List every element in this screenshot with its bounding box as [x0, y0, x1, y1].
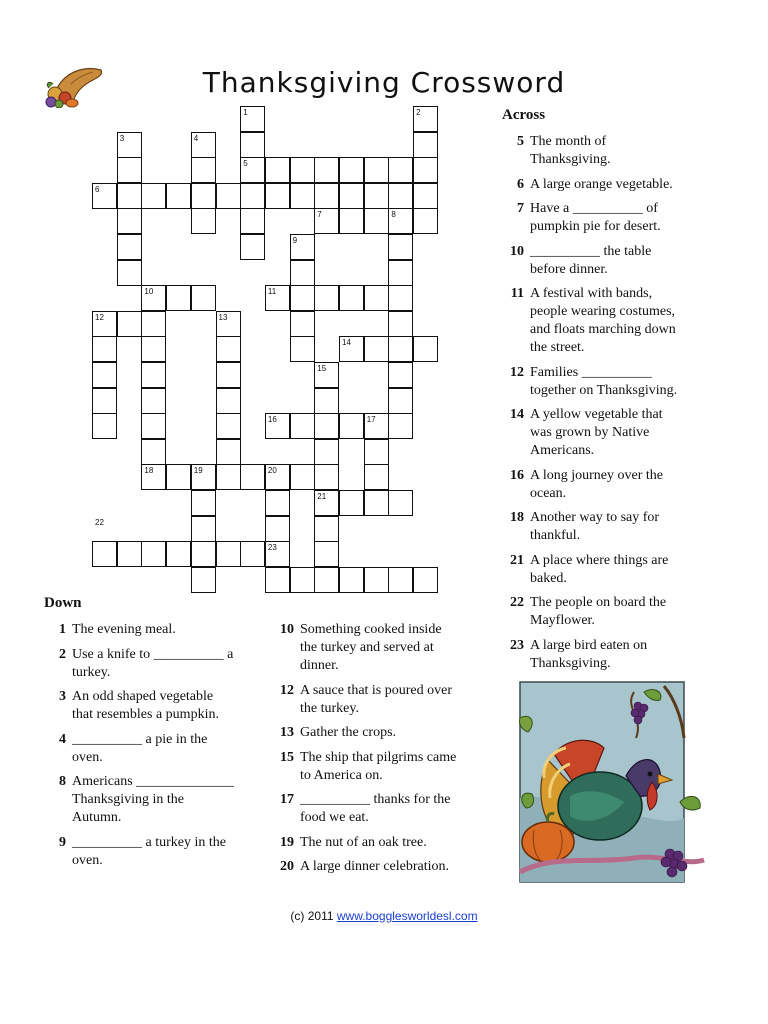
- clue-text: [530, 406, 663, 460]
- clue-text: [300, 858, 449, 876]
- grid-clue-number: 3: [119, 133, 125, 143]
- grid-cell[interactable]: [388, 183, 413, 209]
- clue-line: Another way to say for: [530, 510, 660, 525]
- down-clue-15: [270, 749, 500, 785]
- grid-cell[interactable]: [364, 157, 389, 183]
- grid-cell[interactable]: [166, 285, 191, 311]
- grid-cell[interactable]: [364, 464, 389, 490]
- grid-cell[interactable]: [388, 234, 413, 260]
- clue-number: 13: [280, 725, 294, 740]
- clue-number: 7: [517, 201, 524, 216]
- grid-cell[interactable]: [216, 413, 241, 439]
- grid-cell[interactable]: [240, 464, 265, 490]
- grid-cell[interactable]: [117, 208, 142, 234]
- clue-line: Thanksgiving.: [530, 655, 611, 671]
- grid-clue-number: 20: [267, 466, 277, 476]
- grid-cell[interactable]: [413, 336, 438, 362]
- clue-line: A long journey over the: [530, 467, 663, 483]
- grid-cell[interactable]: [388, 413, 413, 439]
- down-clue-10: [270, 621, 500, 675]
- clue-line: A sauce that is poured over: [300, 682, 453, 698]
- grid-cell[interactable]: [265, 516, 290, 542]
- down-clue-3: [42, 688, 272, 724]
- grid-cell[interactable]: [117, 157, 142, 183]
- clue-line: A festival with bands,: [530, 286, 653, 301]
- grid-cell[interactable]: [240, 132, 265, 158]
- down-clue-2: [42, 646, 272, 682]
- grid-cell[interactable]: [166, 464, 191, 490]
- grid-cell[interactable]: [141, 388, 166, 414]
- clue-number: 5: [517, 134, 524, 149]
- grid-cell[interactable]: [314, 464, 339, 490]
- clue-text: [72, 646, 233, 682]
- grid-clue-number: 17: [366, 415, 376, 425]
- clue-line: Use a knife to __________ a: [72, 646, 234, 662]
- down-clue-9: [42, 834, 272, 870]
- clue-number: 18: [510, 510, 524, 525]
- clue-line: Autumn.: [72, 810, 122, 825]
- grid-cell[interactable]: [117, 541, 142, 567]
- grid-cell[interactable]: [388, 311, 413, 337]
- clue-text: [300, 791, 450, 827]
- grid-clue-number: 2: [416, 108, 421, 117]
- across-clue-22: [500, 594, 730, 630]
- grid-cell[interactable]: [216, 541, 241, 567]
- grid-cell[interactable]: [117, 260, 142, 286]
- grid-cell[interactable]: [117, 311, 142, 337]
- across-heading: Across: [502, 107, 546, 123]
- down-clue-12: [270, 682, 500, 718]
- down-clue-4: [42, 731, 272, 767]
- clue-line: A large orange vegetable.: [530, 176, 673, 192]
- clue-number: 12: [510, 364, 524, 380]
- grid-cell[interactable]: [388, 490, 413, 516]
- clue-text: [72, 688, 219, 724]
- grid-clue-number: 18: [144, 466, 154, 476]
- grid-cell[interactable]: [388, 567, 413, 593]
- grid-cell[interactable]: [314, 183, 339, 209]
- grid-cell[interactable]: [290, 464, 315, 490]
- grid-cell[interactable]: [290, 336, 315, 362]
- clue-number: 19: [280, 834, 294, 850]
- grid-cell[interactable]: [265, 157, 290, 183]
- grid-clue-number: 10: [144, 287, 154, 297]
- down-clue-19: [270, 834, 500, 852]
- clue-line: pumpkin pie for desert.: [530, 219, 661, 234]
- grid-cell[interactable]: [191, 285, 216, 311]
- across-clue-6: [500, 176, 730, 194]
- grid-cell[interactable]: [388, 362, 413, 388]
- clue-text: [72, 621, 176, 639]
- grid-cell[interactable]: [240, 541, 265, 567]
- clue-line: A large dinner celebration.: [300, 859, 450, 874]
- copyright-footer: [0, 909, 768, 923]
- grid-cell[interactable]: [364, 183, 389, 209]
- clue-line: The evening meal.: [72, 622, 176, 637]
- clue-line: turkey.: [72, 664, 111, 680]
- grid-cell[interactable]: [92, 362, 117, 388]
- grid-cell[interactable]: [364, 285, 389, 311]
- grid-cell[interactable]: [141, 183, 166, 209]
- grid-cell[interactable]: [191, 516, 216, 542]
- across-clue-12: [500, 364, 730, 400]
- clue-text: [300, 834, 427, 852]
- grid-cell[interactable]: [413, 567, 438, 593]
- grid-cell[interactable]: [92, 541, 117, 567]
- clue-line: before dinner.: [530, 261, 608, 277]
- copyright-text: (c) 2011: [290, 909, 334, 923]
- grid-cell[interactable]: [339, 285, 364, 311]
- grid-cell[interactable]: [290, 157, 315, 183]
- clue-line: the turkey.: [300, 700, 359, 716]
- grid-cell[interactable]: [290, 183, 315, 209]
- clue-line: the street.: [530, 340, 585, 355]
- clue-line: A yellow vegetable that: [530, 407, 663, 422]
- grid-cell[interactable]: [364, 336, 389, 362]
- clue-line: to America on.: [300, 767, 383, 783]
- clue-number: 23: [510, 637, 524, 653]
- clue-line: Mayflower.: [530, 613, 595, 628]
- grid-clue-number: 19: [193, 466, 203, 476]
- clue-number: 10: [280, 622, 294, 637]
- across-clue-11: [500, 285, 730, 357]
- clue-text: [300, 682, 452, 718]
- grid-cell[interactable]: [314, 388, 339, 414]
- grid-cell[interactable]: [191, 541, 216, 567]
- clue-line: __________ a pie in the: [72, 731, 208, 747]
- grid-clue-number: 22: [95, 517, 104, 527]
- grid-cell[interactable]: [314, 567, 339, 593]
- clue-number: 20: [280, 859, 294, 874]
- clue-line: A place where things are: [530, 552, 669, 568]
- grid-clue-number: 6: [95, 184, 100, 194]
- clue-text: [72, 731, 207, 767]
- grid-cell[interactable]: [413, 183, 438, 209]
- grid-cell[interactable]: [265, 183, 290, 209]
- grid-cell[interactable]: [141, 541, 166, 567]
- clue-number: 16: [510, 467, 524, 483]
- grid-cell[interactable]: [314, 157, 339, 183]
- clue-number: 10: [510, 243, 524, 259]
- clue-line: Something cooked inside: [300, 622, 442, 637]
- clue-line: the turkey and served at: [300, 640, 434, 655]
- down-clue-8: [42, 773, 272, 827]
- grid-cell[interactable]: [290, 285, 315, 311]
- grid-clue-number: 1: [243, 108, 248, 117]
- grid-cell[interactable]: [339, 208, 364, 234]
- grid-cell[interactable]: [314, 516, 339, 542]
- clue-line: baked.: [530, 570, 567, 586]
- grid-cell[interactable]: [290, 413, 315, 439]
- clue-text: [530, 509, 659, 545]
- clue-line: and floats marching down: [530, 322, 676, 337]
- clue-number: 14: [510, 407, 524, 422]
- clue-line: that resembles a pumpkin.: [72, 707, 219, 722]
- grid-clue-number: 12: [95, 312, 104, 322]
- grid-cell[interactable]: [216, 388, 241, 414]
- grid-cell[interactable]: [216, 439, 241, 465]
- grid-cell[interactable]: [314, 439, 339, 465]
- grid-cell[interactable]: [117, 234, 142, 260]
- across-clue-7: [500, 200, 730, 236]
- grid-clue-number: 21: [317, 492, 327, 501]
- grid-cell[interactable]: [265, 567, 290, 593]
- grid-cell[interactable]: [216, 183, 241, 209]
- across-clue-5: [500, 133, 730, 169]
- grid-cell[interactable]: [339, 567, 364, 593]
- across-clue-23: [500, 637, 730, 673]
- clue-line: Thanksgiving in the: [72, 792, 184, 807]
- clue-text: [530, 364, 677, 400]
- grid-clue-number: 9: [292, 236, 298, 245]
- grid-cell[interactable]: [92, 413, 117, 439]
- clue-text: [530, 243, 651, 279]
- clue-number: 12: [280, 682, 294, 698]
- grid-cell[interactable]: [240, 208, 265, 234]
- grid-cell[interactable]: [141, 311, 166, 337]
- grid-cell[interactable]: [191, 157, 216, 183]
- down-clue-20: [270, 858, 500, 876]
- clue-line: The people on board the: [530, 595, 667, 610]
- clue-number: 22: [510, 595, 524, 610]
- clue-number: 9: [59, 834, 66, 850]
- website-link[interactable]: www.bogglesworldesl.com: [336, 909, 478, 923]
- clue-number: 6: [517, 176, 524, 192]
- clue-line: oven.: [72, 852, 103, 868]
- turkey-illustration: [514, 678, 714, 896]
- clue-line: An odd shaped vegetable: [72, 689, 214, 704]
- clue-number: 11: [510, 286, 524, 301]
- clue-number: 21: [510, 552, 524, 568]
- clue-line: oven.: [72, 749, 103, 765]
- clue-line: A large bird eaten on: [530, 637, 648, 653]
- clue-text: [530, 467, 663, 503]
- across-clue-14: [500, 406, 730, 460]
- clue-text: [530, 552, 668, 588]
- clue-line: Americans ______________: [72, 774, 235, 789]
- grid-cell[interactable]: [216, 336, 241, 362]
- grid-cell[interactable]: [413, 208, 438, 234]
- clue-text: [72, 773, 234, 827]
- grid-clue-number: 8: [391, 210, 396, 220]
- grid-clue-number: 4: [193, 133, 199, 143]
- grid-cell[interactable]: [166, 541, 191, 567]
- grid-cell[interactable]: [388, 260, 413, 286]
- grid-cell[interactable]: [141, 439, 166, 465]
- grid-cell[interactable]: [413, 132, 438, 158]
- clue-text: [530, 637, 647, 673]
- grid-clue-number: 14: [342, 338, 351, 348]
- grid-cell[interactable]: [364, 490, 389, 516]
- grid-cell[interactable]: [141, 413, 166, 439]
- grid-cell[interactable]: [339, 157, 364, 183]
- grid-cell[interactable]: [191, 567, 216, 593]
- grid-cell[interactable]: [92, 336, 117, 362]
- grid-cell[interactable]: [388, 388, 413, 414]
- across-clue-21: [500, 552, 730, 588]
- grid-cell[interactable]: [314, 285, 339, 311]
- clue-line: dinner.: [300, 658, 339, 673]
- clue-line: ocean.: [530, 485, 567, 501]
- grid-cell[interactable]: [92, 388, 117, 414]
- grid-clue-number: 11: [267, 287, 277, 297]
- grid-cell[interactable]: [141, 362, 166, 388]
- grid-cell[interactable]: [388, 157, 413, 183]
- clue-line: __________ the table: [530, 243, 652, 259]
- grid-cell[interactable]: [364, 439, 389, 465]
- clue-number: 15: [280, 749, 294, 765]
- clue-line: The nut of an oak tree.: [300, 834, 427, 850]
- clue-line: Thanksgiving.: [530, 152, 611, 167]
- grid-cell[interactable]: [290, 311, 315, 337]
- grid-cell[interactable]: [117, 183, 142, 209]
- clue-text: [530, 285, 676, 357]
- grid-cell[interactable]: [388, 336, 413, 362]
- clue-text: [300, 749, 456, 785]
- down-clue-13: [270, 724, 500, 742]
- clue-number: 4: [59, 731, 66, 747]
- grid-cell[interactable]: [191, 490, 216, 516]
- clue-text: [72, 834, 226, 870]
- grid-cell[interactable]: [290, 567, 315, 593]
- clue-number: 8: [59, 774, 66, 789]
- clue-number: 3: [59, 689, 66, 704]
- grid-cell[interactable]: [339, 413, 364, 439]
- clue-line: __________ a turkey in the: [72, 834, 226, 850]
- clue-number: 17: [280, 792, 294, 807]
- grid-cell[interactable]: [265, 490, 290, 516]
- grid-clue-number: 16: [267, 415, 277, 425]
- grid-cell[interactable]: [364, 567, 389, 593]
- grid-cell[interactable]: [364, 208, 389, 234]
- grid-cell[interactable]: [166, 183, 191, 209]
- clue-text: [300, 724, 396, 742]
- grid-clue-number: 5: [243, 159, 248, 169]
- clue-text: [530, 176, 673, 194]
- clue-number: 1: [59, 622, 66, 637]
- grid-cell[interactable]: [388, 285, 413, 311]
- across-clue-10: [500, 243, 730, 279]
- grid-cell[interactable]: [191, 208, 216, 234]
- grid-cell[interactable]: [339, 183, 364, 209]
- grid-clue-number: 23: [267, 543, 277, 553]
- clue-line: thankful.: [530, 528, 581, 543]
- clue-line: food we eat.: [300, 810, 369, 825]
- grid-clue-number: 13: [218, 312, 228, 322]
- grid-cell[interactable]: [290, 260, 315, 286]
- clue-text: [530, 594, 666, 630]
- grid-clue-number: 7: [317, 210, 322, 220]
- grid-clue-number: 15: [317, 364, 327, 373]
- grid-cell[interactable]: [339, 490, 364, 516]
- grid-cell[interactable]: [216, 464, 241, 490]
- clue-line: Have a __________ of: [530, 201, 658, 216]
- grid-cell[interactable]: [314, 413, 339, 439]
- clue-line: Gather the crops.: [300, 725, 397, 740]
- grid-cell[interactable]: [240, 234, 265, 260]
- across-clue-18: [500, 509, 730, 545]
- clue-line: together on Thanksgiving.: [530, 382, 678, 398]
- down-clue-17: [270, 791, 500, 827]
- clue-line: Families __________: [530, 364, 652, 380]
- clue-line: The month of: [530, 134, 607, 149]
- down-heading: Down: [44, 595, 82, 611]
- across-clue-16: [500, 467, 730, 503]
- page-title: Thanksgiving Crossword: [202, 66, 566, 99]
- grid-cell[interactable]: [216, 362, 241, 388]
- grid-cell[interactable]: [191, 183, 216, 209]
- down-clue-1: [42, 621, 272, 639]
- grid-cell[interactable]: [413, 157, 438, 183]
- cornucopia-icon: [43, 64, 107, 108]
- grid-cell[interactable]: [240, 183, 265, 209]
- clue-line: The ship that pilgrims came: [300, 749, 457, 765]
- grid-cell[interactable]: [141, 336, 166, 362]
- clue-line: Americans.: [530, 443, 595, 458]
- clue-line: people wearing costumes,: [530, 304, 676, 319]
- grid-cell[interactable]: [314, 541, 339, 567]
- clue-text: [530, 200, 661, 236]
- clue-number: 2: [59, 646, 66, 662]
- clue-text: [530, 133, 611, 169]
- clue-text: [300, 621, 442, 675]
- clue-line: was grown by Native: [530, 425, 650, 440]
- clue-line: __________ thanks for the: [300, 792, 451, 807]
